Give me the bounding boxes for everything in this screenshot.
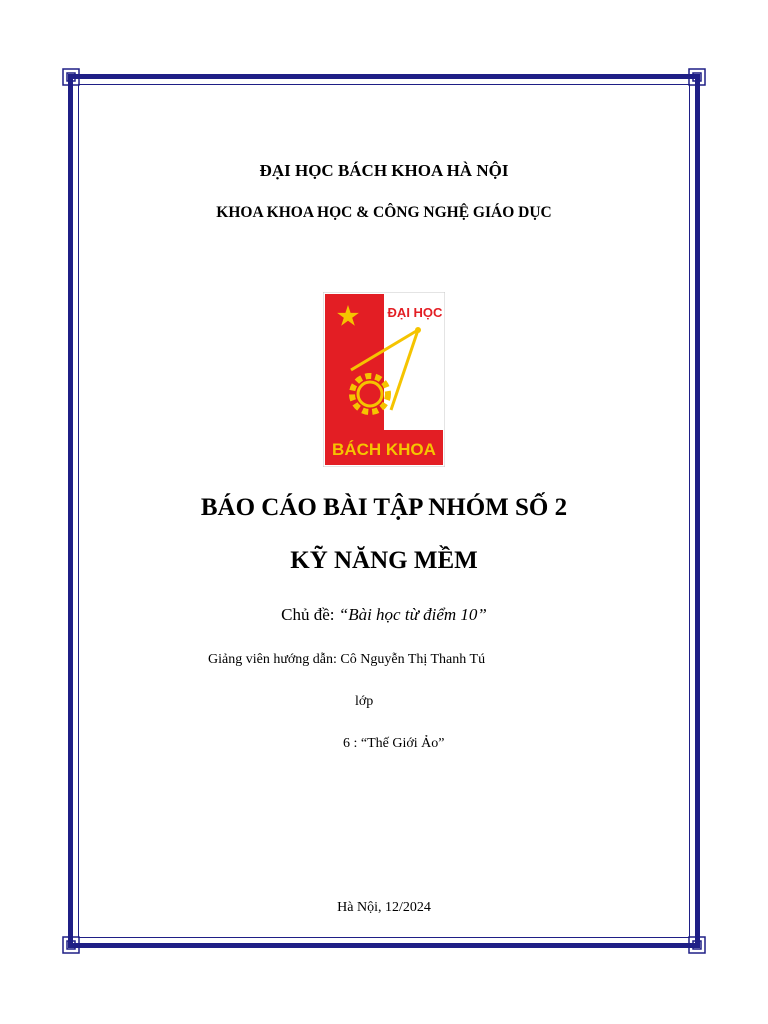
report-title: BÁO CÁO BÀI TẬP NHÓM SỐ 2 [200,494,568,521]
faculty-name: KHOA KHOA HỌC & CÔNG NGHỆ GIÁO DỤC [216,204,552,221]
topic-line [0,605,768,625]
topic-label: Chủ đề: [281,605,339,624]
group-line: 6 : “Thế Giới Ảo” [343,736,445,751]
course-name: KỸ NĂNG MỀM [290,547,478,574]
place-date: Hà Nội, 12/2024 [337,900,431,915]
logo-top-text: ĐẠI HỌC [387,305,443,320]
topic-value: “Bài học từ điểm 10” [338,605,487,624]
border-corner-ornament [688,936,706,954]
university-name: ĐẠI HỌC BÁCH KHOA HÀ NỘI [259,161,509,180]
border-corner-ornament [688,68,706,86]
border-corner-ornament [62,68,80,86]
class-label: lớp [355,694,374,709]
instructor-line: Giảng viên hướng dẫn: Cô Nguyễn Thị Thanh Tú [208,652,486,667]
border-corner-ornament [62,936,80,954]
university-logo [323,292,445,467]
logo-bottom-text: BÁCH KHOA [332,440,436,459]
